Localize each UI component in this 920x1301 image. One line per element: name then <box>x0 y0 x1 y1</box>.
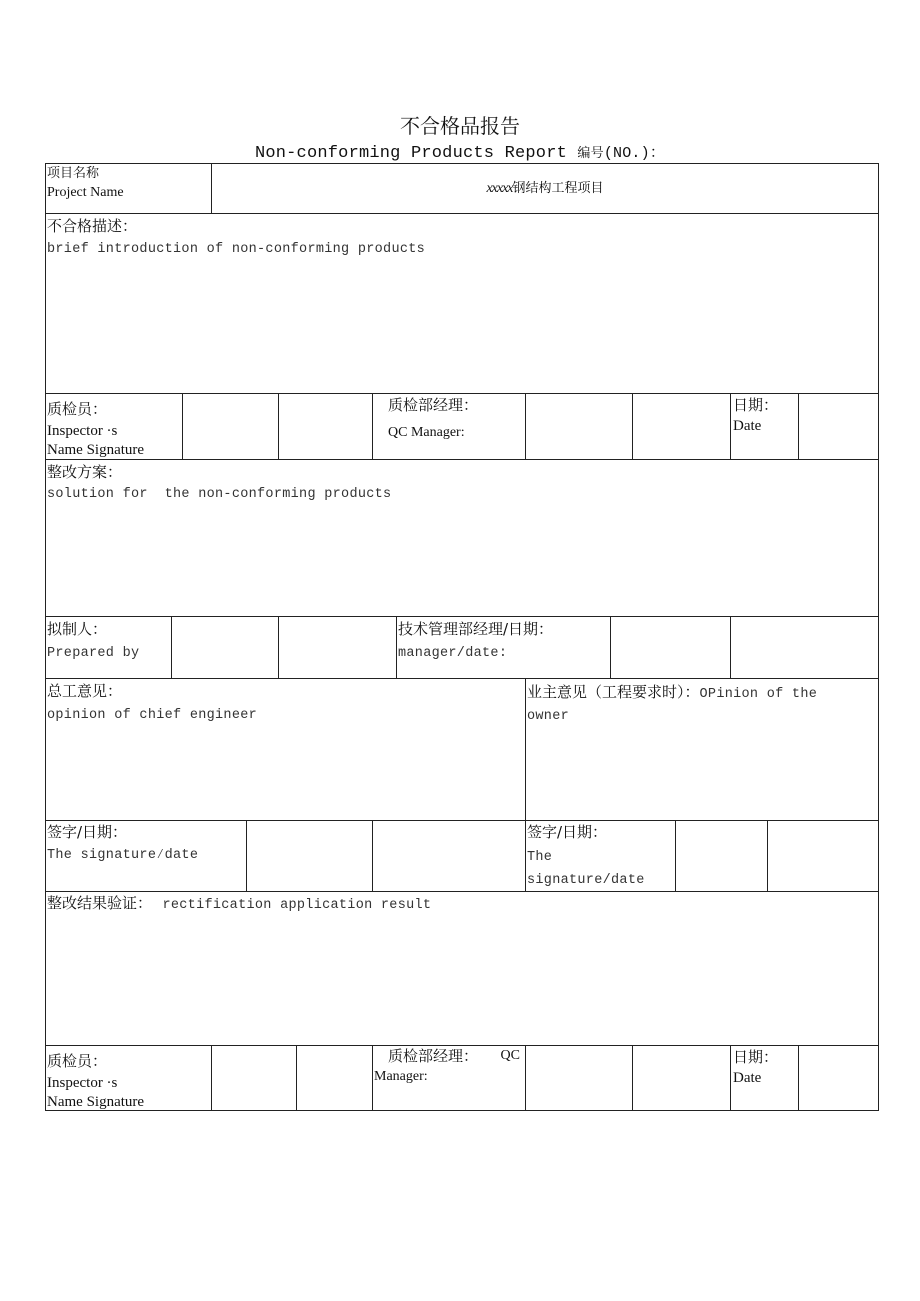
inspector-label-en-2: Name Signature <box>47 442 145 458</box>
date-label-cn: 日期： <box>733 396 779 414</box>
inspector-2-label-en-2: Name Signature <box>47 1094 145 1110</box>
border-left <box>45 163 46 1111</box>
owner-opinion-label-en-1: OPinion of the <box>699 687 818 702</box>
qc-manager-2-label-en-2: Manager: <box>374 1069 428 1084</box>
project-name-label-en: Project Name <box>47 185 124 200</box>
col-divider <box>182 393 183 459</box>
solution-label-en: solution for the non-conforming products <box>47 487 392 502</box>
verification-label-en: rectification application result <box>162 898 432 913</box>
owner-signature-date-label-en-2: signature/date <box>527 873 645 888</box>
report-number-label-cn: 编号 <box>577 146 604 161</box>
col-divider <box>372 393 373 459</box>
owner-signature-date-label-en-1: The <box>527 850 553 865</box>
verification-label-cn: 整改结果验证： <box>47 894 153 912</box>
qc-manager-label-cn: 质检部经理： <box>388 396 479 414</box>
description-label-cn: 不合格描述： <box>47 217 138 235</box>
inspector-2-label-cn: 质检员： <box>47 1052 108 1070</box>
col-divider <box>211 1045 212 1111</box>
project-name-prefix: xxxxx <box>486 181 513 196</box>
chief-opinion-label-cn: 总工意见： <box>47 682 123 700</box>
col-divider <box>296 1045 297 1111</box>
owner-opinion-label-cn: 业主意见（工程要求时）： <box>527 683 700 701</box>
col-divider <box>730 393 731 459</box>
col-divider <box>525 678 526 891</box>
border-bottom <box>45 1110 879 1111</box>
row-divider <box>45 678 879 679</box>
chief-opinion-label-en: opinion of chief engineer <box>47 708 258 723</box>
qc-manager-label-en: QC Manager: <box>388 425 465 440</box>
inspector-label-cn: 质检员： <box>47 400 108 418</box>
owner-opinion-label-en-2: owner <box>527 709 570 724</box>
col-divider <box>632 1045 633 1111</box>
date-2-label-en: Date <box>733 1070 762 1086</box>
col-divider <box>396 616 397 678</box>
col-divider <box>278 616 279 678</box>
report-title-cn: 不合格品报告 <box>400 114 520 138</box>
col-divider <box>730 1045 731 1111</box>
qc-manager-2-label-en-1: QC <box>500 1048 520 1063</box>
row-divider <box>45 820 879 821</box>
signature-date-label-cn: 签字/日期： <box>47 823 128 841</box>
col-divider <box>610 616 611 678</box>
report-form <box>45 163 879 1111</box>
col-divider <box>372 1045 373 1111</box>
tech-manager-label-cn: 技术管理部经理/日期： <box>398 620 554 638</box>
owner-signature-date-label-cn: 签字/日期： <box>527 823 608 841</box>
prepared-label-cn: 拟制人： <box>47 620 108 638</box>
col-divider <box>767 820 768 891</box>
qc-manager-2-label-cn: 质检部经理： <box>388 1047 479 1065</box>
col-divider <box>798 393 799 459</box>
row-divider <box>45 393 879 394</box>
inspector-2-label-en-1: Inspector ·s <box>47 1075 118 1091</box>
row-divider <box>45 459 879 460</box>
report-title-en-text: Non-conforming Products Report <box>254 144 568 163</box>
qc-manager-2-label <box>374 1046 520 1067</box>
project-name-value <box>211 178 879 199</box>
description-label-en: brief introduction of non-conforming products <box>47 242 426 257</box>
owner-opinion-label <box>527 682 877 705</box>
report-number-label-en: (NO.)： <box>603 145 666 162</box>
border-top <box>45 163 879 164</box>
project-name-text: 钢结构工程项目 <box>512 181 604 196</box>
date-2-label-cn: 日期： <box>733 1048 779 1066</box>
col-divider <box>632 393 633 459</box>
col-divider <box>372 820 373 891</box>
col-divider <box>278 393 279 459</box>
signature-date-label-en: The signature⁄date <box>47 848 199 863</box>
verification-label <box>47 893 431 916</box>
date-label-en: Date <box>733 418 762 434</box>
col-divider <box>171 616 172 678</box>
project-name-label-cn: 项目名称 <box>47 166 100 181</box>
solution-label-cn: 整改方案： <box>47 463 123 481</box>
col-divider <box>525 1045 526 1111</box>
col-divider <box>675 820 676 891</box>
row-divider <box>45 213 879 214</box>
row-divider <box>45 891 879 892</box>
col-divider <box>730 616 731 678</box>
col-divider <box>246 820 247 891</box>
inspector-label-en-1: Inspector ·s <box>47 423 118 439</box>
prepared-label-en: Prepared by <box>47 646 140 661</box>
report-title-en <box>0 141 920 163</box>
col-divider <box>798 1045 799 1111</box>
border-right <box>878 163 879 1111</box>
tech-manager-label-en: manager/date: <box>398 646 508 661</box>
col-divider <box>525 393 526 459</box>
